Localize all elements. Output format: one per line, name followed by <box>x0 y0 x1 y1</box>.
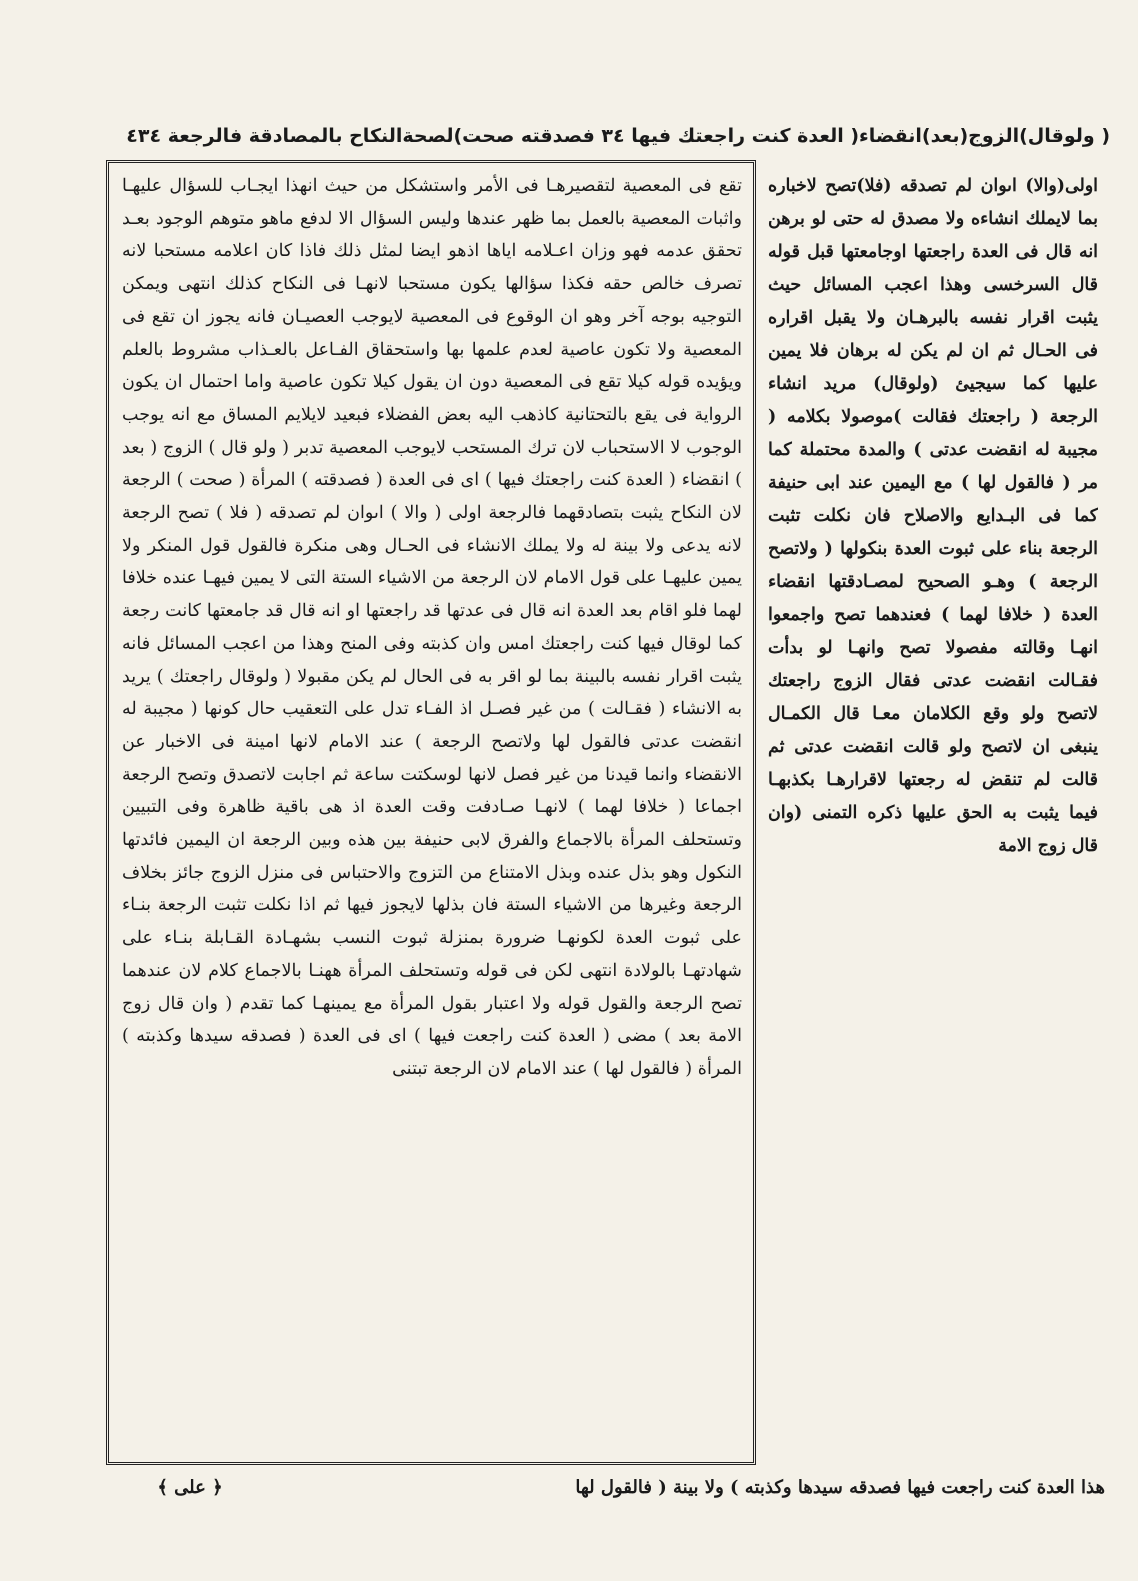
catchword: ﴿ على ﴾ <box>157 1477 223 1498</box>
header-text: ( ولوقال)الزوج(بعد)انقضاء( العدة كنت راجعتك فيها ٣٤ فصدقته صحت)لصحةالنكاح بالمصادقة فالرجعة <box>167 125 1110 147</box>
page-number: ٤٣٤ <box>126 125 162 147</box>
margin-commentary <box>768 170 1098 1460</box>
main-text-paragraph: تقع فى المعصية لتقصيرهـا فى الأمر واستشكل من حيث انهذا ايجـاب للسؤال عليهـا واثبات المعصية بالعمل بما ظهر عندها وليس السؤال الا لدفع ماهو متوهم الوجود بعـد تحقق عدمه فهو وزان اعـلامه اياها اذهو ايضا لمثل ذلك فاذا كان اعلامه مستحبا لانه تصرف خالص حقه فكذا سؤالها يكون مستحبا لانهـا فى النكاح كذلك انتهى ويمكن التوجيه بوجه آخر وهو ان الوقوع فى المعصية لايوجب العصيـان فانه يجوز ان تقع فى المعصية ولا تكون عاصية لعدم علمها بها واستحقاق الفـاعل بالعـذاب مشروط بالعلم ويؤيده قوله كيلا تقع فى المعصية دون ان يقول كيلا تكون عاصية واما احتمال ان يكون الرواية فى يقع بالتحتانية كاذهب اليه بعض الفضلاء فبعيد لايلايم المساق مع انه يوجب الوجوب لا الاستحباب لان ترك المستحب لايوجب المعصية تدبر ( ولو قال ) الزوج ( بعد ) انقضاء ( العدة كنت راجعتك فيها ) اى فى العدة ( فصدقته ) المرأة ( صحت ) الرجعة لان النكاح يثبت بتصادقهما فالرجعة اولى ( والا ) اىوان لم تصدقه ( فلا ) تصح الرجعة لانه يدعى ولا بينة له ولا يملك الانشاء فى الحـال وهى منكرة فالقول قول المنكر ولا يمين عليهـا على قول الامام لان الرجعة من الاشياء الستة التى لا يمين فيهـا عنده خلافا لهما فلو اقام بعد العدة انه قال فى عدتها قد راجعتها او انه قال قد جامعتها كانت رجعة كما لوقال فيها كنت راجعتك امس وان كذبته وفى المنح وهذا من اعجب المسائل فانه يثبت اقرار نفسه بالبينة بما لو اقر به فى الحال لم يكن مقبولا ( ولوقال راجعتك ) يريد به الانشاء ( فقـالت ) من غير فصـل اذ الفـاء تدل على التعقيب حال كونها ( مجيبة له انقضت عدتى فالقول لها ولاتصح الرجعة ) عند الامام لانها امينة فى الاخبار عن الانقضاء وانما قيدنا من غير فصل لانها لوسكتت ساعة ثم اجابت لاتصدق وتصح الرجعة اجماعا ( خلافا لهما ) لانهـا صـادفت وقت العدة اذ هى باقية ظاهرة وفى التبيين وتستحلف المرأة بالاجماع والفرق لابى حنيفة بين هذه وبين الرجعة ان اليمين فائدتها النكول وهو بذل عنده وبذل الامتناع من التزوج والاحتباس فى منزل الزوج جائز بخلاف الرجعة وغيرها من الاشياء الستة فان بذلها لايجوز فيها ثم اذا نكلت تثبت الرجعة بنـاء على ثبوت العدة لكونهـا ضرورة بمنزلة ثبوت النسب بشهـادة القـابلة بنـاء على شهادتهـا بالولادة انتهى لكن فى قوله وتستحلف المرأة ههنـا بالاجماع كلام لان عندهما تصح الرجعة والقول قوله ولا اعتبار بقول المرأة مع يمينهـا كما تقدم ( وان قال زوج الامة بعد ) مضى ( العدة كنت راجعت فيها ) اى فى العدة ( فصدقه سيدها وكذبته ) المرأة ( فالقول لها ) عند الامام لان الرجعة تبتنى <box>122 176 742 1079</box>
footer-continuation-line: هذا العدة كنت راجعت فيها فصدقه سيدها وكذبته ) ولا بينة ( فالقول لها <box>575 1477 1105 1498</box>
margin-text-paragraph: اولى(والا) اىوان لم تصدقه (فلا)تصح لاخباره بما لايملك انشاءه ولا مصدق له حتى لو برهن انه قال فى العدة راجعتها اوجامعتها قبل قوله قال السرخسى وهذا اعجب المسائل حيث يثبت اقرار نفسه بالبرهـان ولا يقبل اقراره فى الحـال ثم ان لم يكن له برهان فلا يمين عليها كما سيجيئ (ولوقال) مريد انشاء الرجعة ( راجعتك فقالت )موصولا بكلامه ( مجيبة له انقضت عدتى ) والمدة محتملة كما مر ( فالقول لها ) مع اليمين عند ابى حنيفة كما فى البـدايع والاصلاح فان نكلت تثبت الرجعة بناء على ثبوت العدة بنكولها ( ولاتصح الرجعة ) وهـو الصحيح لمصـادقتها انقضاء العدة ( خلافا لهما ) فعندهما تصح واجمعوا انهـا وقالته مفصولا تصح وانهـا لو بدأت فقـالت انقضت عدتى فقال الزوج راجعتك لاتصح ولو وقع الكلامان معـا قال الكمـال ينبغى ان لاتصح ولو قالت انقضت عدتى ثم قالت لم تنقض له رجعتها لاقرارهـا بكذبهـا فيما يثبت به الحق عليها ذكره التمنى (وان قال زوج الامة <box>768 176 1098 856</box>
main-text-block <box>122 170 742 1460</box>
running-header <box>60 116 1110 156</box>
